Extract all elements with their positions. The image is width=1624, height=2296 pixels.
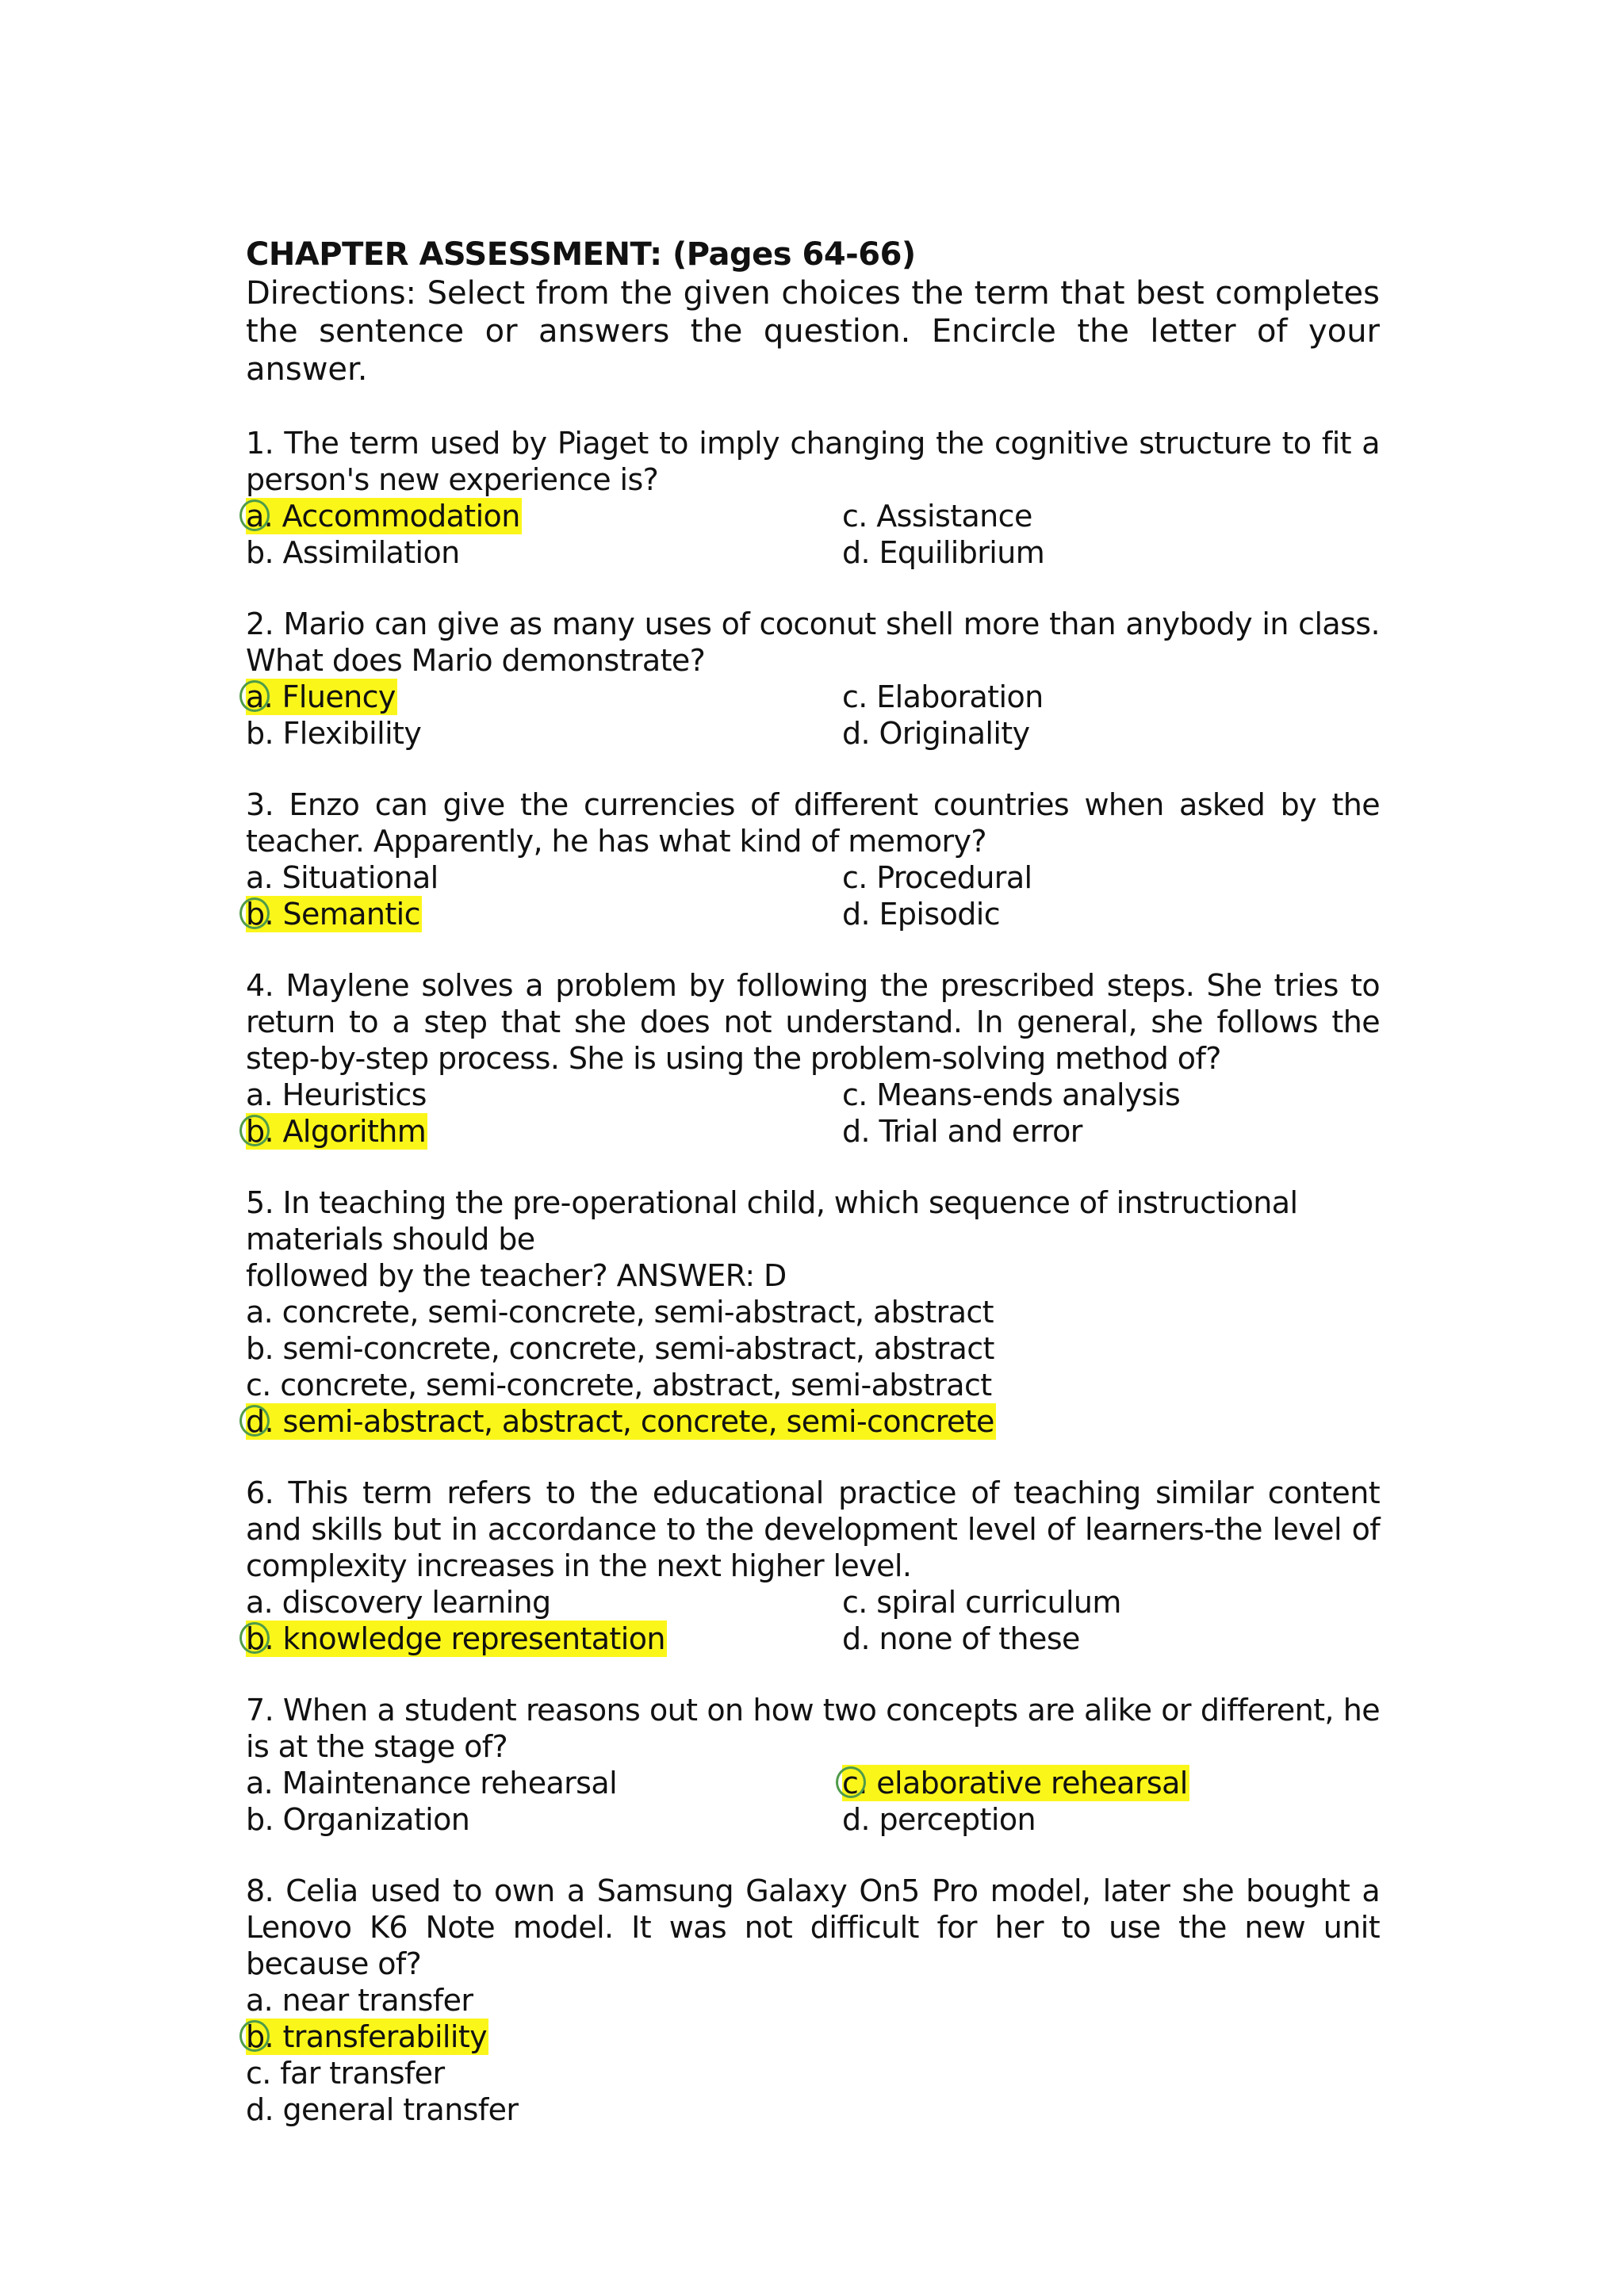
answer-circle	[239, 2020, 270, 2052]
choice-d: d. Trial and error	[842, 1114, 1082, 1149]
choice-a-answer: a. Accommodation	[246, 498, 842, 534]
choice-d: d. Episodic	[842, 897, 1000, 932]
choice-d: d. none of these	[842, 1621, 1080, 1656]
question-text: 4. Maylene solves a problem by following the prescribed steps. She tries to return to a step that she does not understand. In general, she follows the step-by-step process. She is using the problem-solving method of?	[246, 968, 1380, 1076]
choice-d: d. Equilibrium	[842, 535, 1045, 570]
assessment-content	[246, 235, 1380, 2128]
question-8	[246, 1873, 1380, 2128]
choices	[246, 859, 1380, 932]
question-text: 8. Celia used to own a Samsung Galaxy On5 Pro model, later she bought a Lenovo K6 Note model. It was not difficult for her to use the new unit because of?	[246, 1873, 1380, 1981]
choices	[246, 1294, 1380, 1440]
choices	[246, 679, 1380, 752]
choice-c: c. Procedural	[842, 860, 1032, 895]
question-4	[246, 967, 1380, 1150]
choice-a: a. Heuristics	[246, 1077, 427, 1112]
choice-b: b. semi-concrete, concrete, semi-abstract, abstract	[246, 1331, 994, 1366]
choice-d: d. perception	[842, 1802, 1036, 1837]
question-text: 3. Enzo can give the currencies of different countries when asked by the teacher. Apparently, he has what kind of memory?	[246, 787, 1380, 859]
choice-c: c. far transfer	[246, 2056, 445, 2091]
choice-c: c. concrete, semi-concrete, abstract, semi-abstract	[246, 1368, 992, 1402]
answer-circle	[836, 1766, 866, 1798]
answer-circle	[239, 1405, 270, 1437]
choice-a: a. discovery learning	[246, 1585, 551, 1620]
choice-a: a. Maintenance rehearsal	[246, 1766, 618, 1800]
choice-b-answer: b. transferability	[246, 2019, 1380, 2055]
choice-b: b. Assimilation	[246, 535, 460, 570]
choices	[246, 498, 1380, 571]
answer-circle	[239, 1622, 270, 1654]
choice-c: c. spiral curriculum	[842, 1585, 1121, 1620]
question-3	[246, 786, 1380, 932]
question-2	[246, 606, 1380, 752]
answer-circle	[239, 897, 270, 929]
question-1	[246, 425, 1380, 571]
question-6	[246, 1475, 1380, 1657]
choice-b-answer: b. Algorithm	[246, 1113, 842, 1150]
directions-text: Directions: Select from the given choices the term that best completes the sentence or answers the question. Encircle the letter of your answer.	[246, 275, 1380, 388]
choice-c: c. Elaboration	[842, 679, 1044, 714]
page-title: CHAPTER ASSESSMENT: (Pages 64-66)	[246, 236, 916, 273]
choice-c: c. Means-ends analysis	[842, 1077, 1181, 1112]
question-text: 6. This term refers to the educational practice of teaching similar content and skills but in accordance to the development level of learners-the level of complexity increases in the next higher level.	[246, 1475, 1380, 1583]
choice-a: a. near transfer	[246, 1983, 473, 2018]
choice-d-answer: d. semi-abstract, abstract, concrete, semi-concrete	[246, 1403, 1380, 1440]
question-7	[246, 1692, 1380, 1838]
choice-a: a. Situational	[246, 860, 439, 895]
question-text: 7. When a student reasons out on how two concepts are alike or different, he is at the stage of?	[246, 1693, 1380, 1764]
choices	[246, 1982, 1380, 2128]
choices	[246, 1077, 1380, 1150]
question-text: 5. In teaching the pre-operational child, which sequence of instructional materials should be followed by the teacher? ANSWER: D	[246, 1185, 1298, 1293]
answer-circle	[239, 499, 270, 531]
choice-b-answer: b. knowledge representation	[246, 1621, 842, 1657]
choice-b: b. Organization	[246, 1802, 470, 1837]
choices	[246, 1584, 1380, 1657]
choice-b-answer: b. Semantic	[246, 896, 842, 932]
question-5	[246, 1184, 1380, 1440]
question-text: 2. Mario can give as many uses of coconut shell more than anybody in class. What does Mario demonstrate?	[246, 607, 1380, 678]
choice-b: b. Flexibility	[246, 716, 422, 751]
choice-a-answer: a. Fluency	[246, 679, 842, 715]
question-text: 1. The term used by Piaget to imply changing the cognitive structure to fit a person's new experience is?	[246, 426, 1380, 497]
choice-d: d. general transfer	[246, 2092, 519, 2127]
choice-d: d. Originality	[842, 716, 1030, 751]
answer-circle	[239, 1115, 270, 1146]
choice-c-answer: c. elaborative rehearsal	[842, 1765, 1380, 1801]
choice-a: a. concrete, semi-concrete, semi-abstract, abstract	[246, 1295, 994, 1330]
choices	[246, 1765, 1380, 1838]
choice-c: c. Assistance	[842, 499, 1032, 534]
answer-circle	[239, 680, 270, 712]
